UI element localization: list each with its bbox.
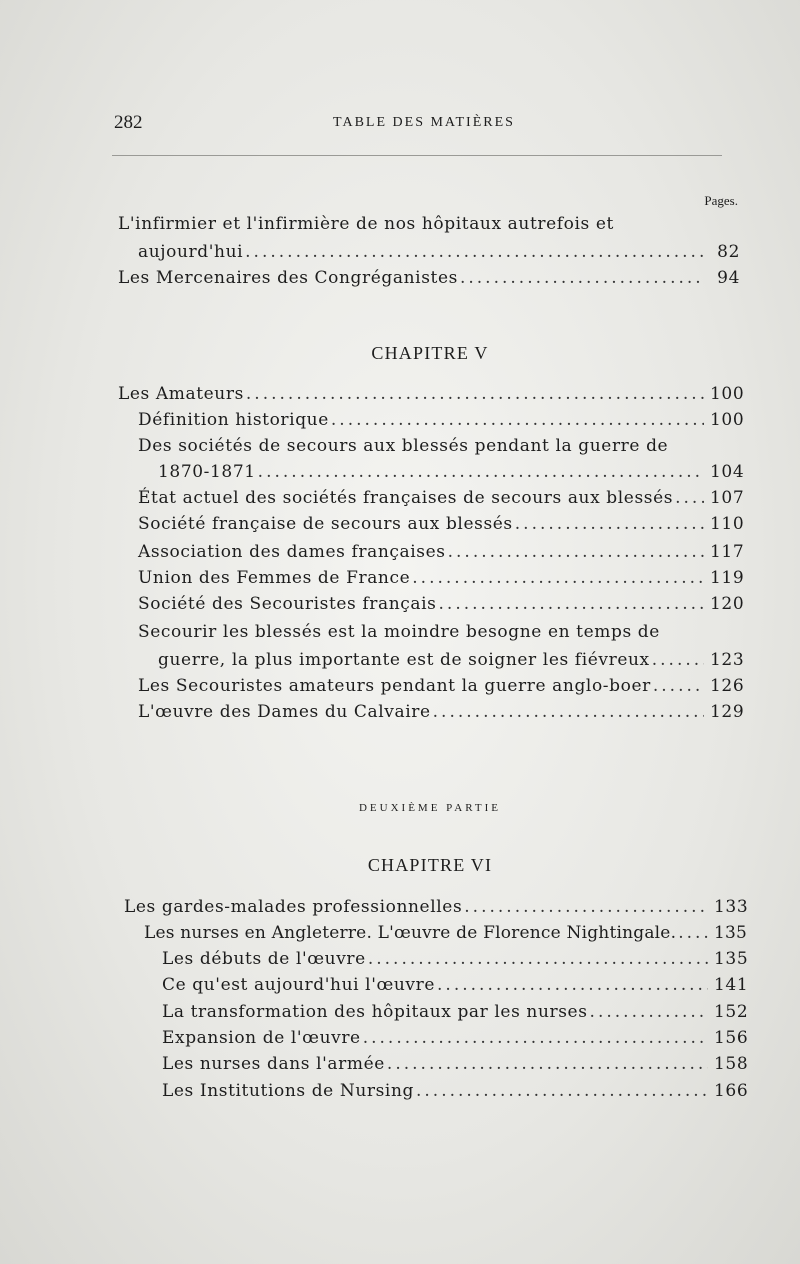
toc-entry (144, 921, 748, 945)
toc-entry-label: Société des Secouristes français (138, 594, 437, 614)
toc-entry (138, 674, 745, 698)
leader-dots (439, 592, 704, 616)
pages-column-label: Pages. (704, 193, 738, 208)
toc-entry-label: Les gardes-malades professionnelles (124, 897, 463, 917)
leader-dots (363, 1026, 708, 1050)
leader-dots (433, 700, 704, 724)
toc-entry-label: aujourd'hui (138, 242, 244, 262)
toc-page-number: 110 (710, 514, 745, 534)
leader-dots (678, 921, 708, 945)
toc-entry-text: Des sociétés de secours aux blessés pendant la guerre de (138, 436, 669, 456)
toc-entry-label: guerre, la plus importante est de soigner les fiévreux (158, 650, 650, 670)
toc-entry-label: L'œuvre des Dames du Calvaire (138, 702, 431, 722)
leader-dots (416, 1079, 708, 1103)
toc-page-number: 156 (714, 1028, 749, 1048)
toc-page-number: 120 (710, 594, 745, 614)
toc-entry (124, 895, 749, 919)
header-rule (112, 155, 722, 156)
toc-entry (162, 1026, 749, 1050)
toc-entry (158, 460, 745, 484)
toc-page-number: 123 (710, 650, 745, 670)
toc-entry-label: La transformation des hôpitaux par les nurses (162, 1002, 588, 1022)
toc-page-number: 135 (714, 923, 748, 943)
toc-page-number: 166 (714, 1081, 749, 1101)
toc-entry-label: Définition historique (138, 410, 329, 430)
toc-entry-label: Les nurses en Angleterre. L'œuvre de Florence Nightingale. (144, 923, 677, 943)
leader-dots (245, 240, 704, 264)
leader-dots (464, 895, 708, 919)
leader-dots (246, 382, 704, 406)
leader-dots (448, 540, 704, 564)
leader-dots (331, 408, 704, 432)
toc-page-number: 82 (717, 242, 740, 262)
part-heading: DEUXIÈME PARTIE (358, 802, 501, 814)
toc-entry-label: Association des dames françaises (138, 542, 446, 562)
leader-dots (590, 1000, 708, 1024)
toc-entry-label: Les nurses dans l'armée (162, 1054, 385, 1074)
toc-entry (138, 512, 745, 536)
chapter-heading: CHAPITRE V (371, 343, 489, 363)
toc-entry (138, 540, 745, 564)
leader-dots (460, 266, 704, 290)
toc-entry-label: 1870-1871 (158, 462, 256, 482)
toc-entry-label: Ce qu'est aujourd'hui l'œuvre (162, 975, 436, 995)
toc-entry-text: Secourir les blessés est la moindre besogne en temps de (138, 622, 660, 642)
toc-page-number: 107 (710, 488, 745, 508)
leader-dots (515, 512, 704, 536)
toc-page-number: 100 (710, 384, 745, 404)
toc-page-number: 141 (714, 975, 749, 995)
leader-dots (652, 648, 704, 672)
toc-entry-label: Les Institutions de Nursing (162, 1081, 414, 1101)
leader-dots (258, 460, 704, 484)
leader-dots (412, 566, 704, 590)
toc-entry (162, 1000, 749, 1024)
leader-dots (387, 1052, 708, 1076)
toc-page-number: 152 (714, 1002, 749, 1022)
toc-entry (162, 1079, 749, 1103)
toc-entry-label: Société française de secours aux blessés (138, 514, 513, 534)
toc-page-number: 135 (714, 949, 749, 969)
page-number: 282 (114, 112, 143, 133)
toc-entry-label: Expansion de l'œuvre (162, 1028, 361, 1048)
toc-entry (138, 566, 745, 590)
toc-entry-label: État actuel des sociétés françaises de secours aux blessés (138, 488, 674, 508)
toc-entry (138, 592, 745, 616)
toc-page-number: 158 (714, 1054, 749, 1074)
leader-dots (653, 674, 704, 698)
toc-entry (162, 973, 749, 997)
toc-entry-label: Les débuts de l'œuvre (162, 949, 366, 969)
leader-dots (368, 947, 708, 971)
toc-entry (138, 700, 745, 724)
toc-entry (158, 648, 745, 672)
toc-entry-label: Les Mercenaires des Congréganistes (118, 268, 458, 288)
toc-entry (138, 408, 745, 432)
running-head-title: TABLE DES MATIÈRES (333, 115, 515, 130)
leader-dots (675, 486, 704, 510)
toc-entry (162, 947, 749, 971)
toc-entry (118, 382, 745, 406)
toc-page-number: 94 (717, 268, 740, 288)
toc-page-number: 129 (710, 702, 745, 722)
toc-page-number: 104 (710, 462, 745, 482)
chapter-heading: CHAPITRE VI (367, 855, 493, 875)
toc-entry-label: Les Secouristes amateurs pendant la guerre anglo-boer (138, 676, 651, 696)
toc-entry (138, 240, 740, 264)
running-head (110, 112, 738, 136)
toc-entry-label: Union des Femmes de France (138, 568, 411, 588)
toc-page-number: 100 (710, 410, 745, 430)
toc-page-number: 117 (710, 542, 745, 562)
toc-entry (162, 1052, 749, 1076)
toc-entry (118, 266, 740, 290)
toc-entry-label: Les Amateurs (118, 384, 244, 404)
toc-entry (138, 486, 745, 510)
toc-page-number: 126 (710, 676, 745, 696)
leader-dots (437, 973, 708, 997)
toc-page-number: 119 (710, 568, 745, 588)
toc-page-number: 133 (714, 897, 749, 917)
toc-entry-text: L'infirmier et l'infirmière de nos hôpitaux autrefois et (118, 214, 614, 234)
